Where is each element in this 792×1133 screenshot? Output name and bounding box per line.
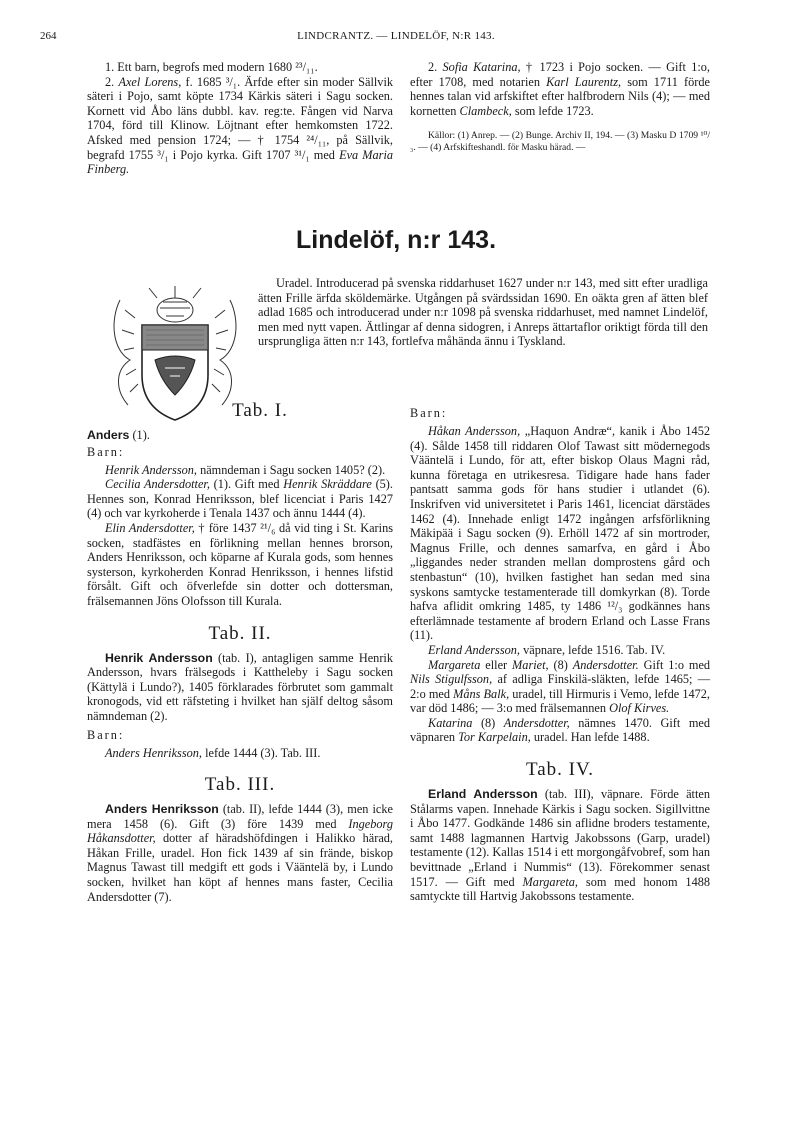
left-column (87, 400, 393, 904)
running-title: LINDCRANTZ. — LINDELÖF, N:R 143. (297, 30, 495, 42)
tab-iii-entry: Anders Henriksson (tab. II), lefde 1444 (3), men icke mera 1458 (6). Gift (3) före 1439 med Ingeborg Håkansdotter, dotter af häradshöfdingen i Halikko härad, Håkan Frille, uradel. Hon fick 1439 af sin frände, biskop Magnus Tawast till medgift ett gods i Vääntelä by, i Lundo socken, hvilket han köpt af hennes mans faster, Cecilia Andersdotter (7). (87, 802, 394, 904)
right-column (410, 404, 710, 904)
tab-iii-heading: Tab. III. (204, 774, 276, 796)
child-entry: Elin Andersdotter, † före 1437 ²¹/₆ då vid ting i St. Karins socken, stadfästes en förlikning mellan hennes brorson, Anders Henriksson, och köparne af Kurala gods, som hennes systerson, kyrkoherden Konrad Henriksson, i hennes lifstid försålt. Gift och öfverlefde sin dotter och dottersman, frälsemannen Jöns Olofsson till Kurala. (87, 520, 393, 608)
child-entry: Anders Henriksson, lefde 1444 (3). Tab. III. (105, 745, 321, 760)
spouse-name: Clambeck, (459, 103, 512, 118)
page-number: 264 (40, 30, 57, 42)
spouse-name: Eva Maria Finberg. (87, 147, 394, 177)
intro-block (258, 276, 708, 349)
intro-text: Uradel. Introducerad på svenska riddarhuset 1627 under n:r 143, med sitt efter uradliga ätten Frille ärfda sköldemärke. Utgången på svärdssidan 1690. En oäkta gren af ätten blef adlad 1685 och introducerad under n:r 1098 på svenska riddarhuset, med namnet Lindelöf, men med nytt vapen. Ättlingar af denna sidogren, i Anreps ättartaflor oriktigt förda till den ursprungliga ätten n:r 143, fortlefva måhända ännu i Tyskland. (258, 276, 708, 349)
children-label: Barn: (410, 406, 448, 420)
top-right-block (410, 60, 710, 162)
person-name: Sofia Katarina, (442, 60, 521, 74)
person-name: Axel Lorens, (118, 74, 182, 89)
tab-iv-entry: Erland Andersson (tab. III), väpnare. Förde ätten Stålarms vapen. Innehade Kärkis i Sagu socken. Sigillvittne i Åbo 1477. Godkände 1486 sin aflidne broders testamente, samt 1488 lagmannen Hartvig Jakobssons (Garp, uradel) testamente (12). Kallas 1514 i ett morgongåfvobref, som han bevittnade „Erland i Nummis“ (13). Förekommer senast 1517. — Gift med Margareta, som med honom 1488 samtyckte till Hartvig Jakobssons testamente. (410, 787, 711, 904)
child-entry: Margareta eller Mariet, (8) Andersdotter. Gift 1:o med Nils Stigulfsson, af adliga Finskilä-släkten, lefde 1465; — 2:o med Måns Balk, uradel, till Hirmuris i Vemo, lefde 1472, var död 1486; — 3:o med frälsemannen Olof Kirves. (410, 657, 711, 716)
tab-iv-heading: Tab. IV. (525, 759, 595, 781)
children-label: Barn: (87, 444, 125, 459)
child-entry: Håkan Andersson, „Haquon Andræ“, kanik i Åbo 1452 (4). Sålde 1458 till riddaren Olof Tawast sitt mödernegods Vääntelä i Lundo, för att, efter biskop Olaus Magni råd, kunna företaga en utrikesresa. Tidigare hade hans fader pantsatt samma gods för hans studier i utlandet (6). Inskrifven vid universitetet i Paris 1461, licenciat därstädes 1462 (4). Innehade enligt 1472 ingången arfsförlikning Mäkipää i Sagu socken (9). Erhöll 1472 af sin mortroder, Magnus Frille, och dennes samarfva, en gård i Åbo „liggandes neder stranden mellan domprostens gård och stenbastun“ (10), hvilken fastighet han sedan med sina syskons samtycke testamenterade till domkyrkan (8). Torde hafva aflidit omkring 1485, ty 1486 ¹²/₃ godkännes hans efterlämnade testamente af brodern Erland och Lasse Frans (11). (410, 424, 710, 643)
page-header (40, 30, 752, 48)
tab-i-heading: Tab. I. (232, 400, 288, 421)
top-left-block (87, 60, 393, 177)
entry-item-2-right: 2. Sofia Katarina, † 1723 i Pojo socken. — Gift 1:o, efter 1708, med notarien Karl Laurentz, som 1711 förde hennes talan vid arfskiftet efter halfbrodern Nils (4); — med kornetten Clambeck, som lefde 1723. (410, 60, 710, 118)
sources-note: Källor: (1) Anrep. — (2) Bunge. Archiv II, 194. — (3) Masku D 1709 ¹⁰/₃. — (4) Arfskifteshandl. för Masku härad. — (410, 130, 710, 153)
entry-item-1: 1. Ett barn, begrofs med modern 1680 ²³/₁₁. (105, 60, 318, 74)
spouse-name: Karl Laurentz, (546, 74, 622, 89)
child-entry: Katarina (8) Andersdotter, nämnes 1470. Gift med väpnaren Tor Karpelain, uradel. Han lefde 1488. (410, 715, 710, 745)
family-title: Lindelöf, n:r 143. (295, 226, 497, 254)
children-label: Barn: (87, 727, 125, 742)
child-entry: Erland Andersson, väpnare, lefde 1516. Tab. IV. (428, 642, 666, 657)
tab-ii-heading: Tab. II. (208, 622, 272, 644)
child-entry: Henrik Andersson, nämndeman i Sagu socken 1405? (2). (105, 462, 386, 477)
entry-item-2: 2. Axel Lorens, f. 1685 ³/₁. Ärfde efter sin moder Sällvik säteri i Pojo, samt köpte 1734 Kärkis säteri i Sagu socken. Kornett vid Åbo läns dubbl. kav. reg:te. Fången vid Narva 1704, förd till Klinow. Löjtnant efter hemkomsten 1722. Afsked med pension 1724; — † 1754 ²⁴/₁₁, på Sällvik, begrafd 1755 ³/₁ i Pojo kyrka. Gift 1707 ³¹/₁ med Eva Maria Finberg. (87, 74, 394, 177)
tab-i-person: Anders (1). (87, 428, 150, 442)
tab-ii-entry: Henrik Andersson (tab. I), antagligen samme Henrik Andersson, hvars frälsegods i Kattheleby i Sagu socken (Kättylä i Lundo?), 1405 förklarades förbrutet som gammalt kronogods, vid ett räfsteting i hvilket han själf deltog såsom nämndeman (2). (87, 650, 393, 723)
child-entry: Cecilia Andersdotter, (1). Gift med Henrik Skräddare (5). Hennes son, Konrad Henriksson, blef licenciat i Paris 1427 (4) och var kyrkoherde i Tenala 1437 och ännu 1444 (4). (87, 477, 393, 521)
